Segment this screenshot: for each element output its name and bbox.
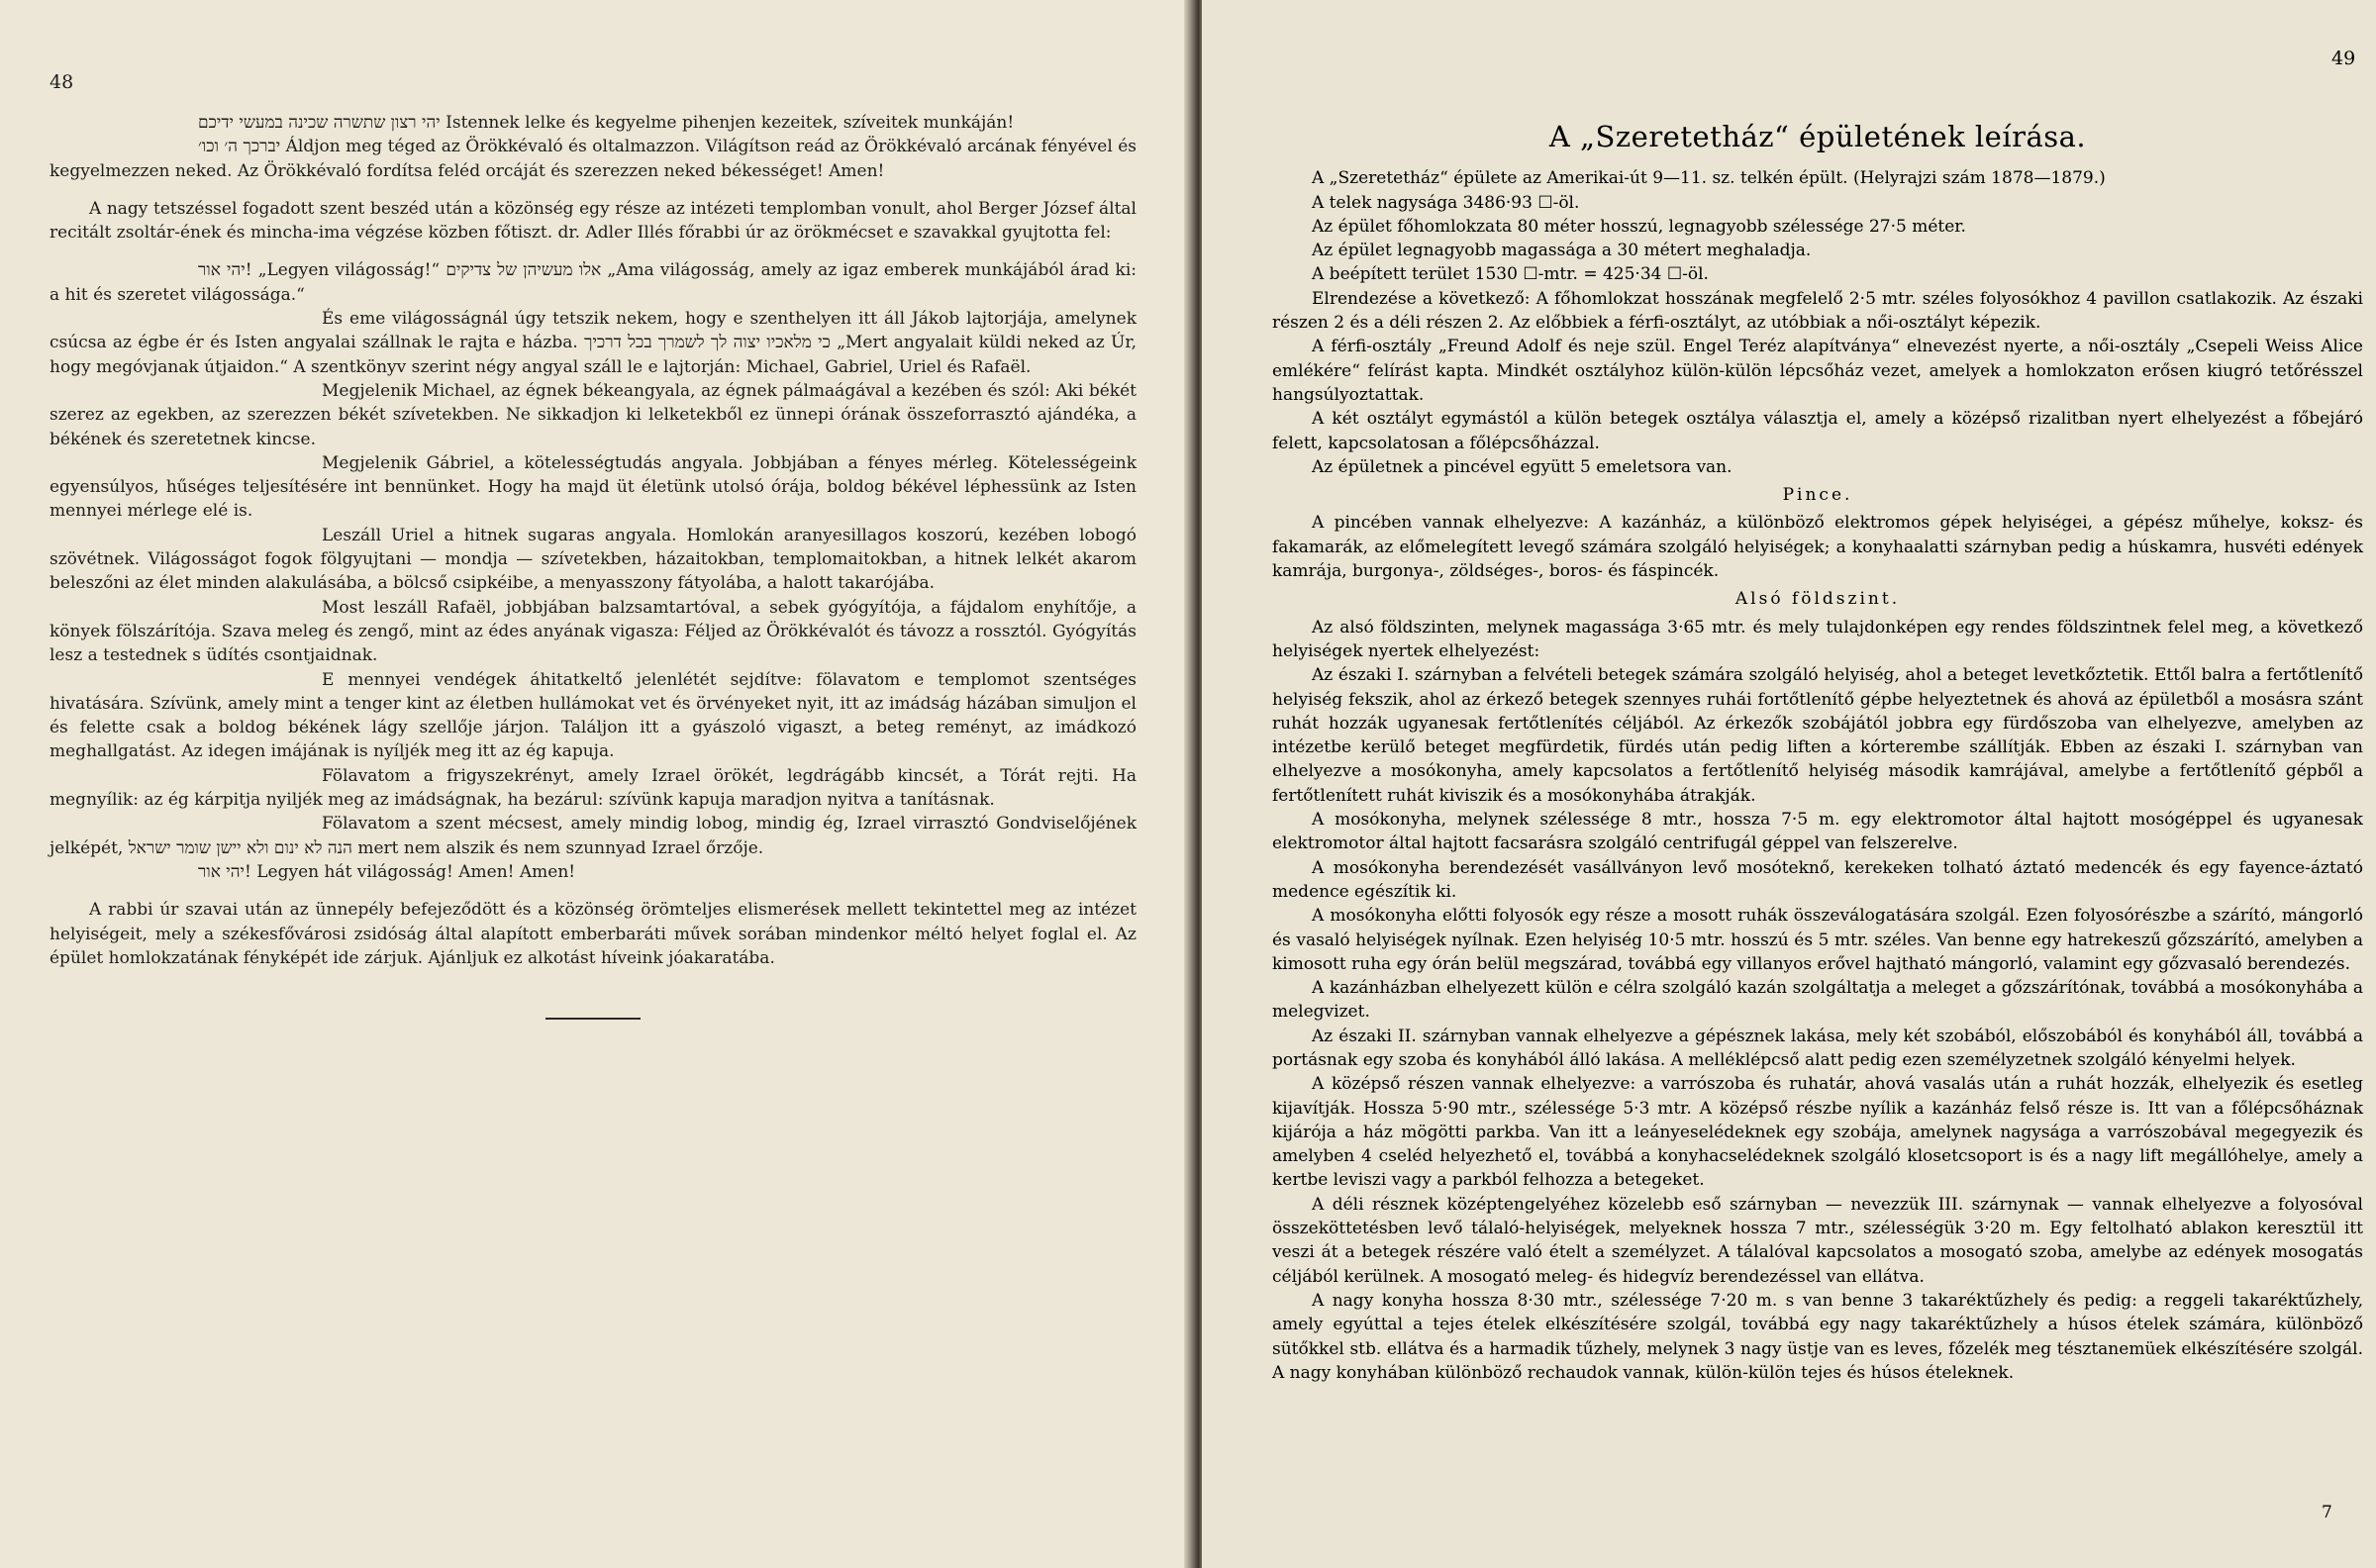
paragraph-floors: Az épületnek a pincével együtt 5 emeletsora van.: [1312, 456, 1732, 477]
paragraph-boiler: A kazánházban elhelyezett külön e célra szolgáló kazán szolgáltatja a meleget a gőzszárítónak, továbbá a mosókonyhába a melegvizet.: [1272, 978, 2363, 1023]
paragraph-prayer-gabriel: Megjelenik Gábriel, a kötelességtudás angyala. Jobbjában a fényes mérleg. Kötelességeink egyensúlyos, hűséges teljesítésére int bennünket. Hogy ha majd üt életünk utolsó órája, boldog békével léphessünk az Isten mennyei mérlege elé is.: [50, 452, 1137, 522]
paragraph-north-wing-2: Az északi II. szárnyban vannak elhelyezve a gépésznek lakása, mely két szobából, előszobából és konyhából áll, továbbá a portásnak egy szoba és konyhából álló lakása. A melléklépcső alatt pedig ezen személyzetnek szolgáló kényelmi helyek.: [1272, 1026, 2363, 1070]
section-heading-pince: Pince.: [1782, 485, 1853, 506]
paragraph-south-wing: A déli résznek középtengelyéhez közelebb eső szárnyban — nevezzük III. szárnynak — vannak elhelyezve a folyosóval összeköttetésben levő tálaló-helyiségek, melyeknek hossza 7 mtr., szélességük 3·20 m. Egy feltolható ablakon keresztül itt veszi át a betegek részére való ételt a személyzet. A tálalóval kapcsolatos a mosogató szoba, amelybe az edények mosogatás céljából kerülnek. A mosogató meleg- és hidegvíz berendezéssel van ellátva.: [1272, 1194, 2363, 1287]
paragraph-laundry: A mosókonyha, melynek szélessége 8 mtr., hossza 7·5 m. egy elektromotor által hajtott mosógéppel és ugyanesak elektromotor által hajtott facsarásra szolgáló centrifugál géppel van felszerelve.: [1272, 810, 2363, 854]
paragraph-separate-ward: A két osztályt egymástól a külön betegek osztálya választja el, amely a középső rizalitban nyert elhelyezést a főbejáró felett, kapcsolatosan a főlépcsőházzal.: [1272, 409, 2363, 453]
paragraph-closing: A rabbi úr szavai után az ünnepély befejeződött és a közönség örömteljes elismerések mellett tekintettel meg az intézet helyiségeit, mely a székesfővárosi zsidóság által alapított emberbaráti művek sorában mindenkor méltó helyet foglal el. Az épület homlokzatának fényképét ide zárjuk. Ajánljuk ez alkotást híveink jóakaratába.: [50, 900, 1137, 968]
intro-line-height: Az épület legnagyobb magassága a 30 métert meghaladja.: [1312, 241, 1812, 261]
paragraph-pince: A pincében vannak elhelyezve: A kazánház, a különböző elektromos gépek helyiségei, a gépész műhelye, koksz- és fakamarák, az előmelegített levegő számára szolgáló helyiségek; a konyhaalatti szárnyban pedig a húskamra, husvéti edények kamrája, burgonya-, zöldséges-, boros- és fáspincék.: [1272, 513, 2363, 582]
paragraph-ground-intro: Az alsó földszinten, melynek magassága 3·65 mtr. és mely tulajdonképen egy rendes földszintnek felel meg, a következő helyiségek nyertek elhelyezést:: [1272, 617, 2363, 661]
section-heading-also-foldszint: Alsó földszint.: [1734, 589, 1901, 610]
page-number-right: 49: [2331, 48, 2356, 69]
intro-line-facade: Az épület főhomlokzata 80 méter hosszú, legnagyobb szélessége 27·5 méter.: [1312, 216, 1966, 237]
paragraph-middle-part: A középső részen vannak elhelyezve: a varrószoba és ruhatár, ahová vasalás után a ruhát hozzák, elhelyezik és esetleg kijavítják. Hossza 5·90 mtr., szélessége 5·3 mtr. A középső részbe nyílik a kazánház felső része is. Itt van a főlépcsőháznak kijárója a ház mögötti parkba. Van itt a leányeselédeknek egy szobája, amelynek nagysága a varrószobával megegyezik és amelyben 4 cseléd helyezhető el, továbbá a konyhacselédeknek szolgáló klosetcsoport is és a nagy lift megállóhelye, amely a kertbe leviszi vagy a parkból felhozza a betegeket.: [1272, 1074, 2363, 1191]
paragraph-kitchen: A nagy konyha hossza 8·30 mtr., szélessége 7·20 m. s van benne 3 takaréktűzhely és pedig: a reggeli takaréktűzhely, amely egyúttal a tejes ételek elkészítésére szolgál, továbbá egy nagy takaréktűzhely a húsos ételek számára, különböző sütőkkel stb. ellátva és a harmadik tűzhely, melynek 3 nagy üstje van es leves, főzelék meg tésztanemüek elkészítésére szolgál. A nagy konyhában különböző rechaudok vannak, külön-külön tejes és húsos ételeknek.: [1272, 1290, 2363, 1383]
closing-rule: [545, 1018, 641, 1020]
paragraph-prayer-michael: Megjelenik Michael, az égnek békeangyala, az égnek pálmaágával a kezében és szól: Aki békét szerez az egekben, az szerezzen békét szívetekben. Ne sikkadjon ki lelketekből ez ünnepi órának összeforrasztó ajándéka, a békének és szeretetnek kincse.: [50, 380, 1137, 449]
paragraph-prayer-rafael: Most leszáll Rafaël, jobbjában balzsamtartóval, a sebek gyógyítója, a fájdalom enyhítője, a könyek fölszárítója. Szava meleg és zengő, mint az édes anyának vigasza: Féljed az Örökkévalót és távozz a rossztól. Gyógyítás lesz a testednek s üdítés csontjaidnak.: [50, 597, 1137, 666]
paragraph-prayer-temple: E mennyei vendégek áhitatkeltő jelenlétét sejdítve: fölavatom e templomot szentséges hivatására. Szívünk, amely mint a tenger kint az életben hullámokat vet és örvényeket nyit, itt az imádság házában simuljon el és felette csak a boldog békének lágy szellője járjon. Találjon itt a gyászoló vigaszt, a beteg reményt, az imádkozó meghallgatást. Az idegen imájának is nyíljék meg itt az ég kapuja.: [50, 669, 1137, 762]
left-text-column: [50, 111, 1137, 1020]
page-number-left: 48: [50, 71, 74, 93]
paragraph-prayer-uriel: Leszáll Uriel a hitnek sugaras angyala. Homlokán aranyesillagos koszorú, kezében lobogó szövétnek. Világosságot fogok fölgyujtani — mondja — szívetekben, házaitokban, templomaitokban, a hitnek lelkét akarom beleszőni az élet minden alakulásába, a bölcső csipkéibe, a menyasszony fátyolába, a halott takarójába.: [50, 525, 1137, 594]
signature-number: 7: [2322, 1503, 2332, 1522]
paragraph-prayer-lamp: Fölavatom a szent mécsest, amely mindig lobog, mindig ég, Izrael virrasztó Gondviselőjének jelképét, הנה לא ינום ולא יישן שומר ישראל mert nem alszik és nem szunnyad Izrael őrzője.: [50, 814, 1137, 858]
paragraph-prayer-light: יהי אור! „Legyen világosság!“ אלו מעשיהן של צדיקים „Ama világosság, amely az igaz emberek munkájából árad ki: a hit és szeretet világossága.“: [50, 260, 1138, 305]
paragraph-drying-room: A mosókonyha előtti folyosók egy része a mosott ruhák összeválogatására szolgál. Ezen folyosórészbe a szárító, mángorló és vasaló helyiségek nyílnak. Ezen helyiség 10·5 mtr. hosszú és 5 mtr. széles. Van benne egy hatrekeszű gőzszárító, amelyben a kimosott ruha egy órán belül megszárad, továbbá egy villanyos erővel hajtható mángorló, valamint egy gőzvasaló berendezés.: [1272, 906, 2363, 974]
intro-line-address: A „Szeretetház“ épülete az Amerikai-út 9—11. sz. telkén épült. (Helyrajzi szám 1878—1879.): [1312, 168, 2106, 189]
paragraph-prayer-amen: יהי אור! Legyen hát világosság! Amen! Amen!: [198, 861, 576, 882]
intro-line-plot-size: A telek nagysága 3486·93 ☐-öl.: [1312, 192, 1580, 213]
paragraph-prayer-jacob: És eme világosságnál úgy tetszik nekem, hogy e szenthelyen itt áll Jákob lajtorjája, amelynek csúcsa az égbe ér és Isten angyalai szállnak le rajta e házba. כי מלאכיו יצוה לך לשמרך בכל דרכיך „Mert angyalait küldi neked az Úr, hogy megóvjanak útjaidon.“ A szentkönyv szerint négy angyal száll le e lajtorján: Michael, Gabriel, Uriel és Rafaël.: [50, 309, 1138, 377]
paragraph-narrative-1: A nagy tetszéssel fogadott szent beszéd után a közönség egy része az intézeti templomban vonult, ahol Berger József által recitált zsoltár-ének és mincha-ima végzése közben főtiszt. dr. Adler Illés főrabbi úr az örökmécset e szavakkal gyujtotta fel:: [50, 198, 1137, 244]
paragraph-blessing-2: יברכך ה׳ וכו׳ Áldjon meg téged az Örökkévaló és oltalmazzon. Világítson reád az Örökkévaló arcának fényével és kegyelmezzen neked. Az Örökkévaló fordítsa feléd orcáját és szerezzen neked békességet! Amen!: [50, 137, 1138, 181]
paragraph-layout: Elrendezése a következő: A főhomlokzat hosszának megfelelő 2·5 mtr. széles folyosókhoz 4 pavillon csatlakozik. Az északi részen 2 és a déli részen 2. Az előbbiek a férfi-osztályt, az utóbbiak a női-osztályt képezik.: [1272, 288, 2363, 334]
paragraph-blessing-1: יהי רצון שתשרה שכינה במעשי ידיכם Istennek lelke és kegyelme pihenjen kezeitek, szíveitek munkáján!: [198, 113, 1015, 133]
right-text-column: [1272, 120, 2363, 1385]
intro-line-built-area: A beépített terület 1530 ☐-mtr. = 425·34 ☐-öl.: [1312, 264, 1709, 285]
paragraph-laundry-equipment: A mosókonyha berendezését vasállványon levő mosóteknő, kerekeken tolható áztató medencék és egy fayence-áztató medence egészítik ki.: [1272, 857, 2363, 902]
paragraph-north-wing-1: Az északi I. szárnyban a felvételi betegek számára szolgáló helyiség, ahol a beteget levetkőztetik. Ettől balra a fertőtlenítő helyiség fekszik, ahol az érkező betegek szennyes ruhái fortőtlenítő gépbe helyeztetnek és ahová az épületből a mosásra szánt ruhát hozzák ugyanesak fertőtlenítés céljából. Az érkezők szobájától jobbra egy fürdőszoba van elhelyezve, amelyben az intézetbe kerülő beteget megfürdetik, fürdés után pedig liften a kórterembe szállítják. Ebben az északi I. szárnyban van elhelyezve a mosókonyha, amely kapcsolatos a fertőtlenítő helyiség második kamrájával, amelybe a fertőtlenítő gépből a fertőtlenített ruhát kiviszik és a mosókonyhába átrakják.: [1272, 665, 2363, 806]
paragraph-prayer-ark: Fölavatom a frigyszekrényt, amely Izrael örökét, legdrágább kincsét, a Tórát rejti. Ha megnyílik: az ég kárpitja nyiljék meg az imádságnak, ha bezárul: szívünk kapuja maradjon nyitva a tanításnak.: [50, 765, 1137, 811]
page-title: A „Szeretetház“ épületének leírása.: [1548, 120, 2087, 153]
paragraph-wards: A férfi-osztály „Freund Adolf és neje szül. Engel Teréz alapítványa“ elnevezést nyerte, a női-osztály „Csepeli Weiss Alice emlékére“ felírást kapta. Mindkét osztályhoz külön-külön lépcsőház vezet, amelyek a homlokzaton erősen kiugró tetőrésszel hangsúlyoztattak.: [1272, 337, 2363, 405]
